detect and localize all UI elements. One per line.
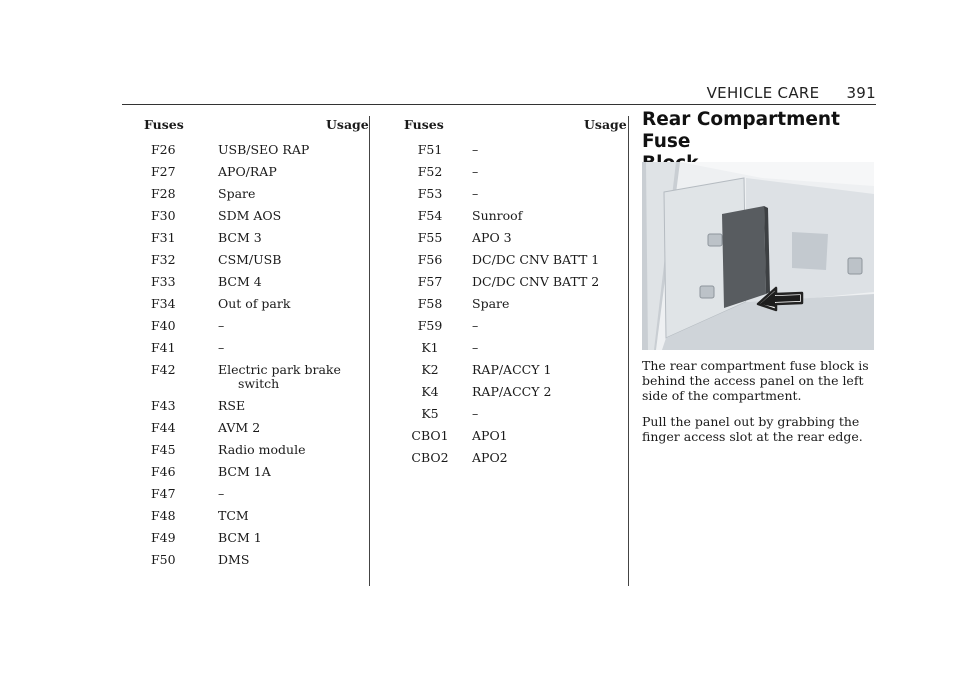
usage-text: APO/RAP (218, 164, 277, 179)
usage-text: – (472, 186, 479, 201)
text-line: The rear compartment fuse block is (642, 358, 869, 373)
table-row (398, 451, 744, 473)
fuse-id: F32 (151, 252, 176, 267)
fuse-id: F57 (417, 274, 443, 289)
rear-compartment-illustration (642, 162, 874, 350)
usage-text: Spare (472, 296, 510, 311)
header-rule (122, 104, 876, 105)
col-header-usage: Usage (584, 117, 627, 132)
fuse-usage (206, 531, 496, 553)
usage-text: – (472, 142, 479, 157)
fuse-id: F43 (151, 398, 176, 413)
fuse-id: F40 (151, 318, 176, 333)
fuse-id: F58 (417, 296, 443, 311)
usage-text: USB/SEO RAP (218, 142, 310, 157)
text-line: finger access slot at the rear edge. (642, 429, 863, 444)
fuse-id: CBO2 (411, 450, 449, 465)
text-line: side of the compartment. (642, 388, 802, 403)
col-header-fuses: Fuses (404, 117, 444, 132)
fuse-id: F44 (151, 420, 176, 435)
fuse-id: F51 (417, 142, 443, 157)
usage-text: BCM 3 (218, 230, 262, 245)
usage-text: Radio module (218, 442, 306, 457)
usage-text: – (218, 340, 225, 355)
page-header (0, 84, 876, 104)
usage-text: – (472, 340, 479, 355)
usage-text-continued: switch (238, 376, 280, 391)
fuse-id: F30 (151, 208, 176, 223)
heading-line-1: Rear Compartment Fuse (642, 109, 840, 152)
fuse-id: F27 (151, 164, 176, 179)
fuse-usage (462, 451, 744, 473)
usage-text: Spare (218, 186, 256, 201)
fuse-id: F55 (417, 230, 443, 245)
paragraph-location (642, 358, 882, 403)
fuse-usage (206, 553, 496, 575)
table-row (140, 531, 496, 553)
usage-text: AVM 2 (218, 420, 261, 435)
usage-text: – (472, 406, 479, 421)
fuse-id: K5 (421, 406, 439, 421)
fuse-id: F54 (417, 208, 443, 223)
section-title: VEHICLE CARE (706, 84, 820, 102)
usage-text: TCM (218, 508, 249, 523)
fuse-id: F59 (417, 318, 443, 333)
fuse-id: F46 (151, 464, 176, 479)
fuse-id: F50 (151, 552, 176, 567)
fuse-id: F56 (417, 252, 443, 267)
fuse-id: F45 (151, 442, 176, 457)
usage-text: – (472, 164, 479, 179)
col-header-fuses: Fuses (144, 117, 184, 132)
fuse-id: K2 (421, 362, 439, 377)
fuse-id: F52 (417, 164, 443, 179)
fuse-id: F47 (151, 486, 176, 501)
usage-text: BCM 1A (218, 464, 271, 479)
fuse-id: F33 (151, 274, 176, 289)
usage-text: APO 3 (472, 230, 512, 245)
text-line: behind the access panel on the left (642, 373, 864, 388)
fuse-id: F48 (151, 508, 176, 523)
fuse-usage (206, 487, 496, 509)
table-row (140, 509, 496, 531)
table-row (140, 553, 496, 575)
usage-text: Sunroof (472, 208, 523, 223)
usage-text: Electric park brake (218, 362, 341, 377)
fuse-id: F41 (151, 340, 176, 355)
rear-compartment-photo (642, 162, 874, 350)
usage-text: RAP/ACCY 2 (472, 384, 552, 399)
fuse-id: F26 (151, 142, 176, 157)
usage-text: – (218, 318, 225, 333)
fuse-id: F31 (151, 230, 176, 245)
fuse-id: F53 (417, 186, 443, 201)
usage-text: RAP/ACCY 1 (472, 362, 552, 377)
col-header-usage: Usage (326, 117, 369, 132)
fuse-id: F28 (151, 186, 176, 201)
usage-text: – (472, 318, 479, 333)
usage-text: DC/DC CNV BATT 1 (472, 252, 600, 267)
fuse-id: F42 (151, 362, 176, 377)
fuse-id: F49 (151, 530, 176, 545)
usage-text: RSE (218, 398, 246, 413)
usage-text: SDM AOS (218, 208, 282, 223)
text-line: Pull the panel out by grabbing the (642, 414, 860, 429)
fuse-id: CBO1 (411, 428, 449, 443)
usage-text: APO1 (472, 428, 508, 443)
usage-text: BCM 4 (218, 274, 262, 289)
fuse-id: K4 (421, 384, 439, 399)
usage-text: BCM 1 (218, 530, 262, 545)
paragraph-instructions (642, 414, 882, 444)
usage-text: DMS (218, 552, 250, 567)
table-row (140, 487, 496, 509)
fuse-usage (206, 509, 496, 531)
usage-text: – (218, 486, 225, 501)
page-number: 391 (846, 84, 876, 102)
usage-text: Out of park (218, 296, 291, 311)
usage-text: DC/DC CNV BATT 2 (472, 274, 600, 289)
usage-text: CSM/USB (218, 252, 282, 267)
fuse-id: K1 (421, 340, 439, 355)
fuse-id: F34 (151, 296, 176, 311)
usage-text: APO2 (472, 450, 508, 465)
